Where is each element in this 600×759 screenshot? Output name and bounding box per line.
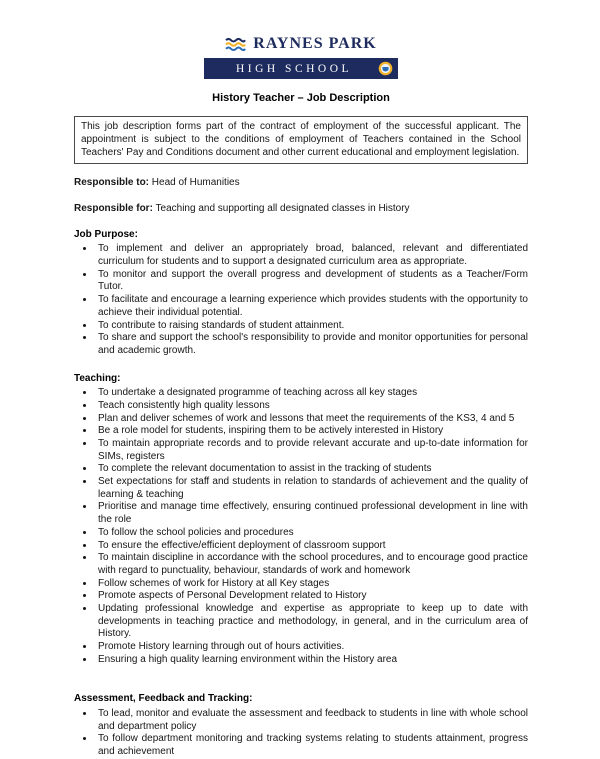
- bullet-item: • To complete the relevant documentation to assist in the tracking of students: [95, 463, 528, 476]
- bullet-item: • Ensuring a high quality learning environment within the History area: [95, 654, 528, 667]
- responsible-for-value: Teaching and supporting all designated classes in History: [155, 203, 410, 215]
- bullet-item: • To facilitate and encourage a learning experience which provides students with the opportunity to achieve their individual potential.: [95, 294, 528, 319]
- bullet-item: • Promote aspects of Personal Development related to History: [95, 590, 528, 603]
- bullet-item: • Set expectations for staff and students in relation to standards of achievement and the quality of learning & teaching: [95, 476, 528, 501]
- school-banner-label: HIGH SCHOOL: [235, 62, 353, 75]
- responsible-for-label: Responsible for:: [74, 203, 153, 215]
- section-assessment-feedback-tracking: [74, 693, 528, 758]
- bullet-item: • Plan and deliver schemes of work and lessons that meet the requirements of the KS3, 4 and 5: [95, 413, 528, 426]
- school-banner: [204, 58, 398, 79]
- bullet-item: • Be a role model for students, inspiring them to be actively interested in History: [95, 425, 528, 438]
- bullet-item: • To implement and deliver an appropriately broad, balanced, relevant and differentiated curriculum for students and to support a designated curriculum area as appropriate.: [95, 243, 528, 268]
- section-heading: Job Purpose:: [74, 228, 138, 240]
- section-heading: Teaching:: [74, 372, 121, 384]
- document-title: History Teacher – Job Description: [212, 92, 390, 105]
- bullet-item: • To lead, monitor and evaluate the assessment and feedback to students in line with whole school and department policy: [95, 708, 528, 733]
- teaching-list: [74, 387, 528, 666]
- section-heading: Assessment, Feedback and Tracking:: [74, 693, 253, 705]
- bullet-item: • Prioritise and manage time effectively, ensuring continued professional development in line with the role: [95, 501, 528, 526]
- waves-flag-icon: [225, 37, 246, 52]
- bullet-item: • To contribute to raising standards of student attainment.: [95, 320, 528, 333]
- bullet-item: • To maintain discipline in accordance with the school procedures, and to encourage good practice with regard to punctuality, behaviour, standards of work and homework: [95, 552, 528, 577]
- bullet-item: • Promote History learning through out of hours activities.: [95, 641, 528, 654]
- bullet-item: • To ensure the effective/efficient deployment of classroom support: [95, 540, 528, 553]
- logo-top-row: [74, 34, 528, 54]
- bullet-item: • To share and support the school's responsibility to provide and monitor opportunities for personal and academic growth.: [95, 332, 528, 357]
- section-teaching: [74, 373, 528, 667]
- responsible-to-label: Responsible to:: [74, 177, 150, 189]
- bullet-item: • To follow department monitoring and tracking systems relating to students attainment, progress and achievement: [95, 733, 528, 758]
- responsible-for-line: [74, 203, 528, 216]
- bullet-item: • To undertake a designated programme of teaching across all key stages: [95, 387, 528, 400]
- crest-icon: [378, 61, 393, 76]
- bullet-item: • Follow schemes of work for History at all Key stages: [95, 578, 528, 591]
- bullet-item: • To maintain appropriate records and to provide relevant accurate and up-to-date information for SIMs, registers: [95, 438, 528, 463]
- bullet-item: • Updating professional knowledge and expertise as appropriate to keep up to date with developments in teaching practice and methodology, in general, and in the curriculum area of History.: [95, 603, 528, 641]
- school-logo: [74, 34, 528, 79]
- school-name: RAYNES PARK: [253, 35, 377, 52]
- assessment-list: [74, 708, 528, 759]
- bullet-item: • Teach consistently high quality lessons: [95, 400, 528, 413]
- responsible-to-line: [74, 177, 528, 190]
- job-purpose-list: [74, 243, 528, 357]
- intro-box: This job description forms part of the contract of employment of the successful applicant. The appointment is subject to the conditions of employment of Teachers contained in the School Teachers' Pay and Conditions document and other current educational and employment legislation.: [74, 116, 528, 164]
- bullet-item: • To follow the school policies and procedures: [95, 527, 528, 540]
- bullet-item: • To monitor and support the overall progress and development of students as a Teacher/Form Tutor.: [95, 269, 528, 294]
- section-job-purpose: [74, 229, 528, 358]
- responsible-to-value: Head of Humanities: [151, 177, 240, 189]
